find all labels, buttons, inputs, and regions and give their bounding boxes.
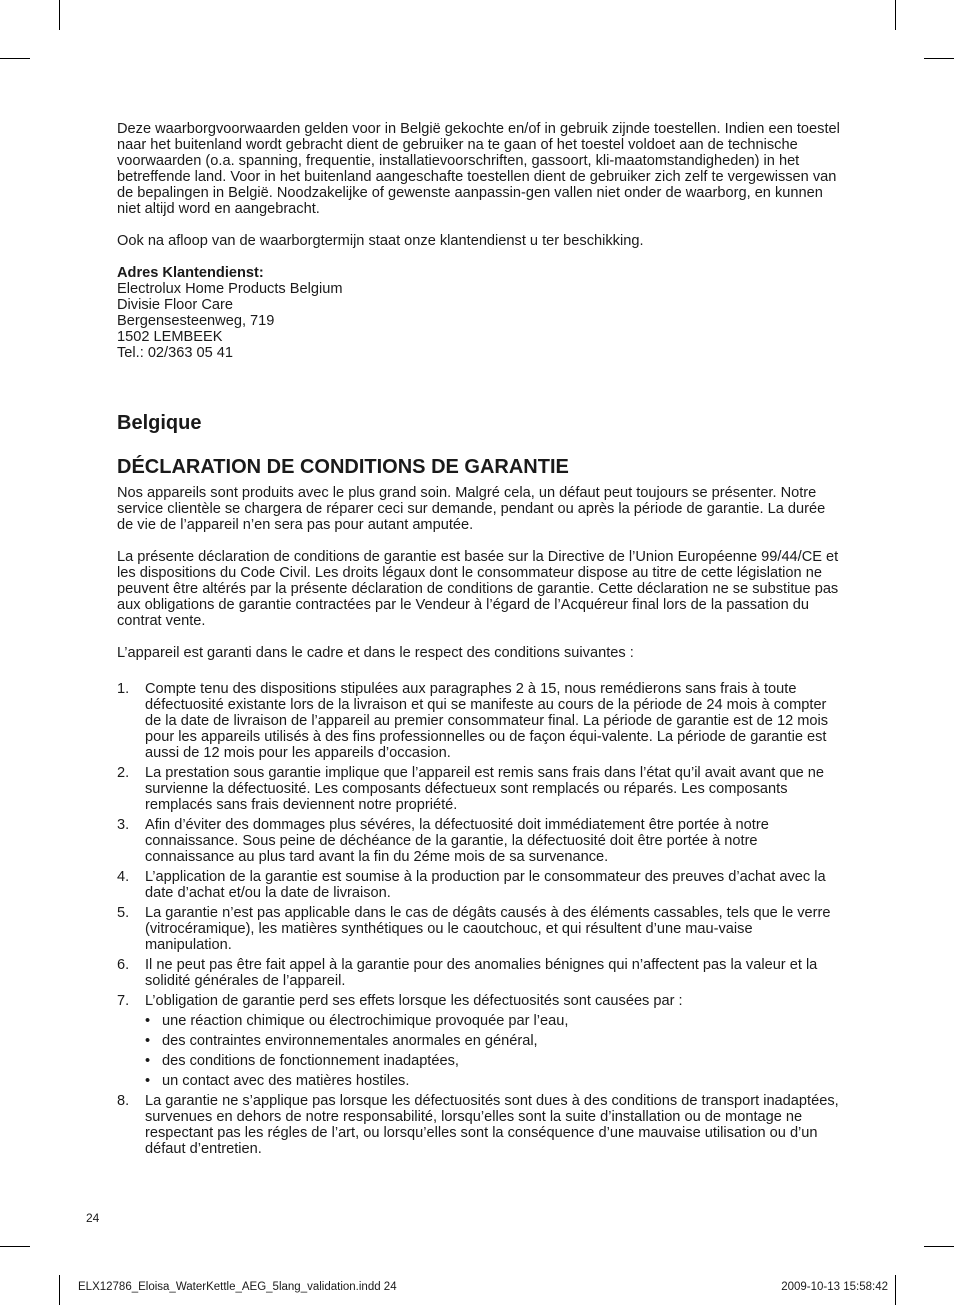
crop-mark-bottom-left-h: [0, 1246, 30, 1247]
condition-number: 1.: [117, 681, 130, 697]
condition-number: 5.: [117, 905, 130, 921]
intro-paragraph: Deze waarborgvoorwaarden gelden voor in België gekochte en/of in gebruik zijnde toestellen. Indien een toestel naar het buitenland wordt gebracht dient de gebruiker na te gaan of het toestel voldoet aan de technische voorwaarden (o.a. spanning, frequentie, installatievoorschriften, gassoort, kli-maatomstandigheden) in het betreffende land. Voor in het buitenland aangeschafte toestellen dient de gebruiker zich zelf te vergewissen van de bepalingen in België. Noodzakelijke of gewenste aanpassin-gen vallen niet onder de waarborg, en kunnen niet altijd word en aangebracht.: [117, 121, 840, 217]
condition-text: L’application de la garantie est soumise à la production par le consommateur des preuves d’achat avec la date d’achat et/ou la date de livraison.: [145, 869, 826, 901]
crop-mark-top-left: [59, 0, 60, 30]
address-line: Bergensesteenweg, 719: [117, 313, 275, 329]
condition-number: 8.: [117, 1093, 130, 1109]
conditions-list: [117, 681, 843, 1157]
address-block: [117, 265, 843, 361]
condition-item: [117, 993, 843, 1089]
bullet-text: une réaction chimique ou électrochimique provoquée par l’eau,: [162, 1013, 569, 1029]
condition-text: Afin d’éviter des dommages plus sévéres, la défectuosité doit immédiatement être portée à notre connaissance. Sous peine de déchéance de la garantie, la défectuosité doit être portée à notre connaissance au plus tard avant la fin du 2éme mois de sa survenance.: [145, 817, 769, 865]
condition-number: 3.: [117, 817, 130, 833]
bullet-item: [145, 1053, 843, 1069]
condition-text: La prestation sous garantie implique que l’appareil est remis sans frais dans l’état qu’il avait avant que ne survienne la défectuosité. Les composants défectueux sont remplacés ou réparés. Les composants remplacés sans frais deviennent notre propriété.: [145, 765, 825, 813]
crop-mark-bottom-right: [895, 1275, 896, 1305]
bullet-icon: •: [145, 1053, 151, 1069]
bullet-item: [145, 1033, 843, 1049]
bullet-icon: •: [145, 1033, 151, 1049]
condition-text: Il ne peut pas être fait appel à la garantie pour des anomalies bénignes qui n’affectent pas la valeur et la solidité générales de l’appareil.: [145, 957, 818, 989]
condition-item: [117, 1093, 843, 1157]
page-content: [117, 121, 843, 1161]
bullet-icon: •: [145, 1073, 151, 1089]
condition-item: [117, 817, 843, 865]
condition-text: Compte tenu des dispositions stipulées aux paragraphes 2 à 15, nous remédierons sans frais à toute défectuosité existante lors de la livraison et qui se manifeste au cours de la période de 24 mois à compter de la date de livraison de l’appareil au premier consommateur final. La période de garantie est de 12 mois pour les appareils utilisés à des fins professionnelles ou de façon équi-valente. La période de garantie est aussi de 12 mois pour les appareils d’occasion.: [145, 681, 829, 761]
condition-item: [117, 681, 843, 761]
slug-datetime: 2009-10-13 15:58:42: [781, 1281, 888, 1293]
intro-paragraph: Ook na afloop van de waarborgtermijn staat onze klantendienst u ter beschikking.: [117, 233, 644, 249]
bullet-item: [145, 1073, 843, 1089]
address-line: Divisie Floor Care: [117, 297, 233, 313]
condition-number: 4.: [117, 869, 130, 885]
fr-paragraph: Nos appareils sont produits avec le plus grand soin. Malgré cela, un défaut peut toujours se présenter. Notre service clientèle se chargera de réparer ceci sur demande, pendant ou après la période de garantie. La durée de vie de l’appareil n’en sera pas pour autant amputée.: [117, 485, 826, 533]
condition-item: [117, 869, 843, 901]
country-heading: Belgique: [117, 412, 202, 434]
page-number: 24: [86, 1211, 100, 1225]
crop-mark-bottom-right-h: [924, 1246, 954, 1247]
bullet-text: des conditions de fonctionnement inadaptées,: [162, 1053, 459, 1069]
address-line: Electrolux Home Products Belgium: [117, 281, 343, 297]
condition-number: 6.: [117, 957, 130, 973]
crop-mark-top-right: [895, 0, 896, 30]
address-label: Adres Klantendienst:: [117, 265, 264, 281]
slug-filename: ELX12786_Eloisa_WaterKettle_AEG_5lang_validation.indd 24: [78, 1281, 397, 1293]
condition-text: La garantie ne s’applique pas lorsque les défectuosités sont dues à des conditions de transport inadaptées, survenues en dehors de notre responsabilité, lorsqu’elles sont la suite d’installation ou de montage ne respectant pas les régles de l’art, ou lorsqu’elles sont la conséquence d’une mauvaise utilisation ou d’un défaut d’entretien.: [145, 1093, 839, 1157]
address-line: Tel.: 02/363 05 41: [117, 345, 234, 361]
condition-item: [117, 957, 843, 989]
bullet-icon: •: [145, 1013, 151, 1029]
condition-item: [117, 905, 843, 953]
condition-7-bullets: [145, 1013, 843, 1089]
condition-text: L’obligation de garantie perd ses effets lorsque les défectuosités sont causées par :: [145, 993, 683, 1009]
condition-text: La garantie n’est pas applicable dans le cas de dégâts causés à des éléments cassables, tels que le verre (vitrocéramique), les matières synthétiques ou le caoutchouc, et qui résultent d’une mau-vaise manipulation.: [145, 905, 831, 953]
section-title: DÉCLARATION DE CONDITIONS DE GARANTIE: [117, 456, 569, 478]
address-line: 1502 LEMBEEK: [117, 329, 223, 345]
condition-number: 7.: [117, 993, 130, 1009]
condition-number: 2.: [117, 765, 130, 781]
fr-paragraph: L’appareil est garanti dans le cadre et dans le respect des conditions suivantes :: [117, 645, 634, 661]
crop-mark-bottom-left: [59, 1275, 60, 1305]
bullet-item: [145, 1013, 843, 1029]
fr-paragraph: La présente déclaration de conditions de garantie est basée sur la Directive de l’Union Européenne 99/44/CE et les dispositions du Code Civil. Les droits légaux dont le consommateur dispose au titre de cette législation ne peuvent être altérés par la présente déclaration de conditions de garantie. Cette déclaration ne se substitue pas aux obligations de garantie contractées par le Vendeur à l’égard de l’Acquéreur final lors de la passation du contrat vente.: [117, 549, 839, 629]
bullet-text: des contraintes environnementales anormales en général,: [162, 1033, 538, 1049]
condition-item: [117, 765, 843, 813]
crop-mark-top-right-h: [924, 58, 954, 59]
crop-mark-top-left-h: [0, 58, 30, 59]
bullet-text: un contact avec des matières hostiles.: [162, 1073, 410, 1089]
